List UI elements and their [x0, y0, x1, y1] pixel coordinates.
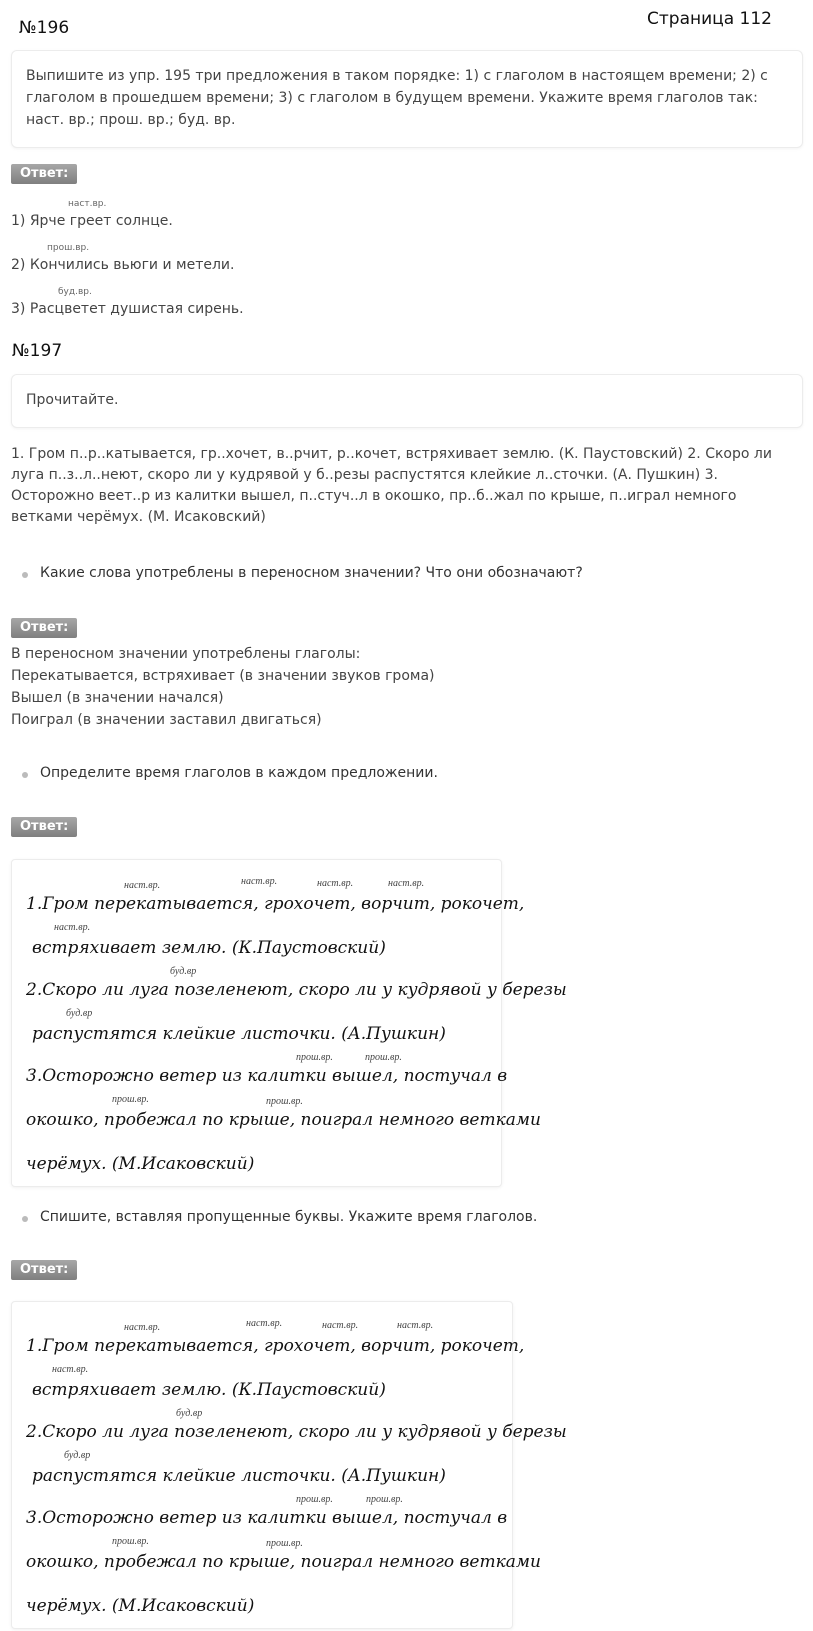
bullet-dot: [22, 572, 28, 578]
hw-line-2: встряхивает землю. (К.Паустовский): [32, 938, 386, 958]
hw-line-7: черёмух. (М.Исаковский): [26, 1154, 255, 1174]
tense-tag: наст.вр.: [54, 922, 91, 933]
tense-tag: наст.вр.: [397, 1320, 434, 1331]
hw-line-1: 1.Гром перекатывается, грохочет, ворчит, рокочет,: [26, 1336, 525, 1356]
task-197-box: [11, 374, 803, 428]
tense-tag: прош.вр.: [266, 1538, 303, 1549]
tense-tag: прош.вр.: [365, 1052, 402, 1063]
tense-tag: прош.вр.: [296, 1494, 333, 1505]
tense-tag: наст.вр.: [322, 1320, 359, 1331]
hw-line-3: 2.Скоро ли луга позеленеют, скоро ли у кудрявой у березы: [26, 1422, 567, 1442]
hw-line-5: 3.Осторожно ветер из калитки вышел, постучал в: [26, 1066, 508, 1086]
tense-tag: прош.вр.: [112, 1536, 149, 1547]
question-1: Какие слова употреблены в переносном значении? Что они обозначают?: [40, 565, 583, 581]
hw-line-7: черёмух. (М.Исаковский): [26, 1596, 255, 1616]
hw-line-6: окошко, пробежал по крыше, поиграл немного ветками: [26, 1552, 541, 1572]
tense-tag: прош.вр.: [112, 1094, 149, 1105]
hw-line-4: распустятся клейкие листочки. (А.Пушкин): [32, 1024, 446, 1044]
tense-tag: прош.вр.: [47, 243, 90, 253]
tense-tag: буд.вр: [66, 1008, 93, 1019]
question-3: Спишите, вставляя пропущенные буквы. Укажите время глаголов.: [40, 1209, 538, 1225]
answer-badge: Ответ:: [11, 1260, 77, 1280]
tense-tag: прош.вр.: [296, 1052, 333, 1063]
exercise-197-number: №197: [12, 341, 63, 361]
tense-tag: наст.вр.: [52, 1364, 89, 1375]
task-197-text: Прочитайте.: [26, 392, 119, 408]
tense-tag: наст.вр.: [68, 199, 107, 209]
bullet-dot: [22, 772, 28, 778]
tense-tag: наст.вр.: [124, 880, 161, 891]
answer-1-line-3: Вышел (в значении начался): [11, 690, 224, 706]
exercise-196-number: №196: [19, 18, 70, 38]
tense-tag: наст.вр.: [241, 876, 278, 887]
answer-badge: Ответ:: [11, 618, 77, 638]
tense-tag: буд.вр: [176, 1408, 203, 1419]
answer-badge: Ответ:: [11, 164, 77, 184]
answer-image-1: [11, 859, 567, 1187]
answer-196-line-1: 1) Ярче греет солнце.: [11, 213, 173, 229]
hw-line-1: 1.Гром перекатывается, грохочет, ворчит, рокочет,: [26, 894, 525, 914]
answer-1-line-2: Перекатывается, встряхивает (в значении звуков грома): [11, 668, 435, 684]
question-2: Определите время глаголов в каждом предложении.: [40, 765, 438, 781]
hw-line-6: окошко, пробежал по крыше, поиграл немного ветками: [26, 1110, 541, 1130]
tense-tag: прош.вр.: [366, 1494, 403, 1505]
text-197: 1. Гром п..р..катывается, гр..хочет, в..рчит, р..кочет, встряхивает землю. (К. Паустовский) 2. Скоро ли луга п..з..л..неют, скоро ли у кудрявой у б..резы распустятся клейкие л..сточки. (А. Пушкин) 3. Осторожно веет..р из калитки вышел, п..стуч..л в окошко, пр..б..жал по крыше, п..играл немного ветками черёмух. (М. Исаковский): [11, 446, 772, 525]
tense-tag: наст.вр.: [388, 878, 425, 889]
answer-196-line-3: 3) Расцветет душистая сирень.: [11, 301, 244, 317]
tense-tag: прош.вр.: [266, 1096, 303, 1107]
hw-line-3: 2.Скоро ли луга позеленеют, скоро ли у кудрявой у березы: [26, 980, 567, 1000]
tense-tag: буд.вр: [170, 966, 197, 977]
tense-tag: наст.вр.: [317, 878, 354, 889]
tense-tag: наст.вр.: [246, 1318, 283, 1329]
hw-line-4: распустятся клейкие листочки. (А.Пушкин): [32, 1466, 446, 1486]
answer-196-line-2: 2) Кончились вьюги и метели.: [11, 257, 235, 273]
hw-line-2: встряхивает землю. (К.Паустовский): [32, 1380, 386, 1400]
bullet-dot: [22, 1216, 28, 1222]
task-196-box: [11, 50, 803, 148]
tense-tag: буд.вр: [64, 1450, 91, 1461]
task-196-text: Выпишите из упр. 195 три предложения в таком порядке: 1) с глаголом в настоящем времени; 2) с глаголом в прошедшем времени; 3) с глаголом в будущем времени. Укажите время глаголов так: наст. вр.; прош. вр.; буд. вр.: [26, 68, 768, 128]
answer-1-line-4: Поиграл (в значении заставил двигаться): [11, 712, 322, 728]
tense-tag: буд.вр.: [58, 287, 92, 297]
answer-badge: Ответ:: [11, 817, 77, 837]
hw-line-5: 3.Осторожно ветер из калитки вышел, постучал в: [26, 1508, 508, 1528]
answer-image-2: [11, 1301, 567, 1629]
answer-1-line-1: В переносном значении употреблены глаголы:: [11, 646, 361, 662]
page-number: Страница 112: [647, 9, 772, 29]
tense-tag: наст.вр.: [124, 1322, 161, 1333]
